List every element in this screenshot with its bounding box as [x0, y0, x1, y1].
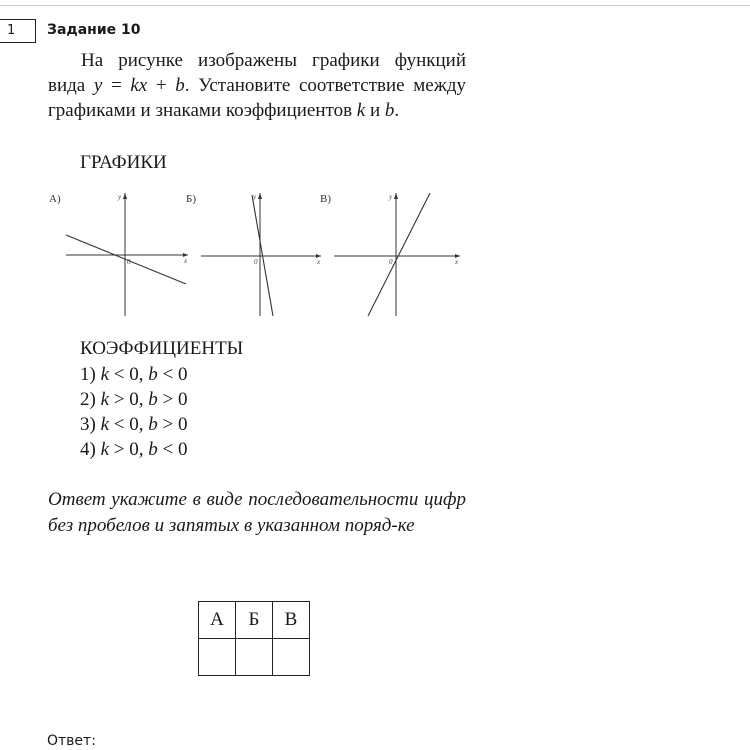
answer-cell-b[interactable] — [236, 639, 273, 676]
answer-table-header-row — [199, 602, 310, 639]
graph-c-line — [368, 193, 430, 316]
option-k: k — [100, 414, 110, 435]
option-number: 3) — [80, 414, 101, 435]
option-k-relation: > 0, — [109, 439, 149, 460]
option-k-relation: < 0, — [109, 414, 149, 435]
answer-cell-a[interactable] — [199, 639, 236, 676]
graph-a-line — [66, 235, 186, 284]
statement-part2: . Установите соответствие между графиками и знаками коэффициентов — [48, 75, 466, 121]
option-number: 2) — [80, 389, 101, 410]
statement-b: b — [384, 100, 395, 121]
option-k-relation: > 0, — [109, 389, 149, 410]
option-b: b — [148, 439, 158, 460]
graph-b-y-label: y — [253, 193, 257, 201]
graph-a-x-label: x — [184, 257, 188, 265]
graph-b-x-label: x — [317, 258, 321, 266]
graphs-heading: ГРАФИКИ — [80, 152, 167, 173]
task-statement — [48, 48, 466, 123]
formula-eq: = — [102, 75, 131, 96]
graph-c-x-label: x — [455, 258, 459, 266]
formula-kx: kx — [130, 75, 148, 96]
graph-a-label: А) — [49, 193, 61, 205]
option-b: b — [148, 414, 158, 435]
option-b-relation: < 0 — [157, 439, 188, 460]
option-k-relation: < 0, — [109, 364, 149, 385]
option-number: 1) — [80, 364, 101, 385]
graph-c-y-arrow — [394, 193, 398, 199]
coefficients-heading: КОЭФФИЦИЕНТЫ — [80, 338, 244, 359]
coefficient-option-1 — [80, 362, 187, 387]
graph-a — [44, 183, 190, 323]
graph-b-label: Б) — [186, 193, 196, 205]
answer-header-a: А — [199, 602, 236, 639]
answer-label: Ответ: — [47, 733, 96, 749]
task-number-box: 1 — [0, 19, 36, 43]
option-b-relation: < 0 — [157, 364, 188, 385]
formula-plus: + — [147, 75, 176, 96]
option-b-relation: > 0 — [157, 389, 188, 410]
graph-c — [320, 183, 474, 323]
answer-instruction: Ответ укажите в виде последовательности цифр без пробелов и запятых в указанном поряд-ке — [48, 489, 466, 536]
option-k: k — [100, 389, 110, 410]
answer-header-b: Б — [236, 602, 273, 639]
task-title: Задание 10 — [47, 22, 141, 38]
option-k: k — [100, 364, 110, 385]
statement-and: и — [365, 100, 385, 121]
answer-table-input-row — [199, 639, 310, 676]
coefficient-option-2 — [80, 387, 187, 412]
graph-a-y-arrow — [123, 193, 127, 199]
graphs-figure — [44, 183, 474, 323]
top-rule — [0, 5, 750, 6]
graph-c-label: В) — [320, 193, 331, 205]
option-b: b — [148, 364, 158, 385]
statement-part1: На рисунке изображены графики функций вида — [48, 50, 466, 96]
answer-cell-v[interactable] — [273, 639, 310, 676]
graph-b-y-arrow — [258, 193, 262, 199]
graph-a-y-label: y — [118, 193, 122, 201]
option-number: 4) — [80, 439, 101, 460]
answer-table — [198, 601, 310, 676]
option-b: b — [148, 389, 158, 410]
graph-c-y-label: y — [389, 193, 393, 201]
graph-c-origin: 0 — [389, 258, 393, 266]
answer-header-v: В — [273, 602, 310, 639]
statement-end: . — [394, 100, 400, 121]
coefficient-option-3 — [80, 412, 187, 437]
coefficient-option-4 — [80, 437, 187, 462]
statement-k: k — [356, 100, 366, 121]
formula-y: y — [93, 75, 103, 96]
formula-b: b — [175, 75, 185, 96]
graph-b — [184, 183, 330, 323]
graph-b-origin: 0 — [254, 258, 258, 266]
option-b-relation: > 0 — [157, 414, 188, 435]
coefficients-list — [80, 362, 187, 462]
graph-a-origin: 0 — [127, 258, 131, 266]
option-k: k — [100, 439, 110, 460]
